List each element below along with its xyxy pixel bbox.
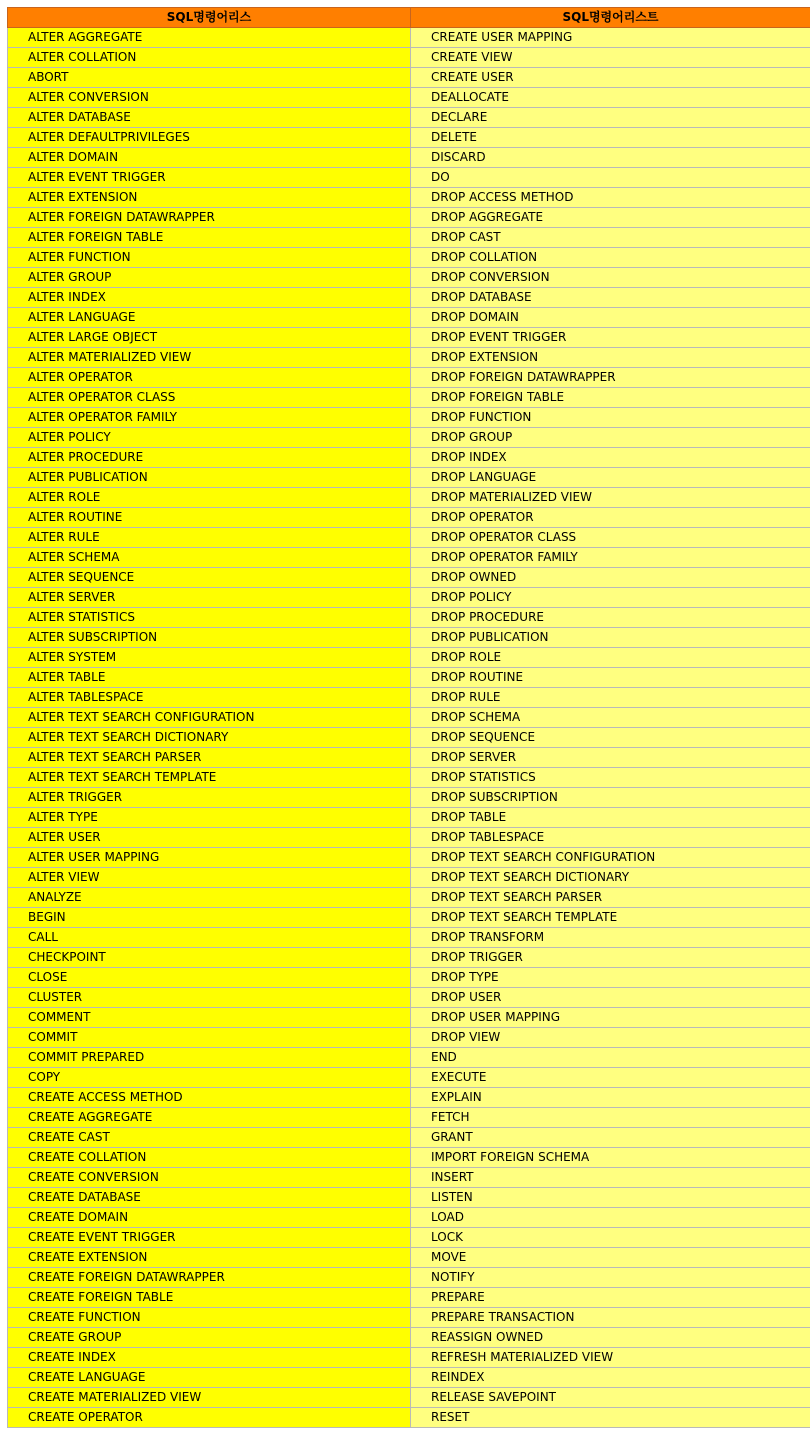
command-cell-right: MOVE <box>411 1248 810 1268</box>
table-row <box>8 1108 810 1128</box>
table-row <box>8 108 810 128</box>
command-cell-left: ALTER OPERATOR <box>8 368 411 388</box>
command-cell-left: CREATE FUNCTION <box>8 1308 411 1328</box>
command-cell-right: REINDEX <box>411 1368 810 1388</box>
column-header-left: SQL명령어리스 <box>8 8 411 28</box>
table-row <box>8 1048 810 1068</box>
command-cell-left: ALTER VIEW <box>8 868 411 888</box>
command-cell-left: ALTER PUBLICATION <box>8 468 411 488</box>
command-cell-right: LOAD <box>411 1208 810 1228</box>
table-row <box>8 948 810 968</box>
header-row <box>8 8 810 28</box>
command-cell-left: ALTER TYPE <box>8 808 411 828</box>
command-cell-right: INSERT <box>411 1168 810 1188</box>
command-cell-right: DROP SCHEMA <box>411 708 810 728</box>
command-cell-right: DROP FOREIGN TABLE <box>411 388 810 408</box>
table-row <box>8 748 810 768</box>
table-row <box>8 1128 810 1148</box>
command-cell-right: DROP ROUTINE <box>411 668 810 688</box>
table-row <box>8 448 810 468</box>
table-row <box>8 1268 810 1288</box>
table-row <box>8 228 810 248</box>
command-cell-left: ALTER GROUP <box>8 268 411 288</box>
command-cell-right: PREPARE TRANSACTION <box>411 1308 810 1328</box>
command-cell-right: DROP PROCEDURE <box>411 608 810 628</box>
command-cell-right: DROP SEQUENCE <box>411 728 810 748</box>
table-row <box>8 28 810 48</box>
table-row <box>8 1328 810 1348</box>
table-row <box>8 348 810 368</box>
command-cell-left: ALTER ROUTINE <box>8 508 411 528</box>
table-row <box>8 1148 810 1168</box>
command-cell-right: RESET <box>411 1408 810 1428</box>
table-row <box>8 128 810 148</box>
table-row <box>8 1208 810 1228</box>
table-row <box>8 1348 810 1368</box>
table-row <box>8 1308 810 1328</box>
table-row <box>8 988 810 1008</box>
command-cell-right: DROP RULE <box>411 688 810 708</box>
command-cell-left: CALL <box>8 928 411 948</box>
command-cell-left: ALTER AGGREGATE <box>8 28 411 48</box>
command-cell-right: DROP TEXT SEARCH CONFIGURATION <box>411 848 810 868</box>
command-cell-left: CREATE COLLATION <box>8 1148 411 1168</box>
command-cell-right: DROP DOMAIN <box>411 308 810 328</box>
command-cell-left: CREATE EVENT TRIGGER <box>8 1228 411 1248</box>
command-cell-left: ANALYZE <box>8 888 411 908</box>
command-cell-left: COMMIT PREPARED <box>8 1048 411 1068</box>
table-row <box>8 428 810 448</box>
table-row <box>8 1088 810 1108</box>
table-row <box>8 628 810 648</box>
table-row <box>8 208 810 228</box>
command-cell-right: DROP PUBLICATION <box>411 628 810 648</box>
command-cell-left: CREATE DOMAIN <box>8 1208 411 1228</box>
table-row <box>8 868 810 888</box>
command-cell-right: DROP OPERATOR FAMILY <box>411 548 810 568</box>
table-row <box>8 148 810 168</box>
table-row <box>8 388 810 408</box>
command-cell-left: ALTER COLLATION <box>8 48 411 68</box>
table-row <box>8 768 810 788</box>
command-cell-left: ALTER USER MAPPING <box>8 848 411 868</box>
command-cell-left: CREATE INDEX <box>8 1348 411 1368</box>
column-header-right: SQL명령어리스트 <box>411 8 810 28</box>
command-cell-left: CREATE FOREIGN TABLE <box>8 1288 411 1308</box>
command-cell-left: ALTER TEXT SEARCH DICTIONARY <box>8 728 411 748</box>
command-cell-left: ALTER TABLE <box>8 668 411 688</box>
command-cell-right: DROP OPERATOR <box>411 508 810 528</box>
command-cell-left: CREATE GROUP <box>8 1328 411 1348</box>
command-cell-left: ALTER POLICY <box>8 428 411 448</box>
table-header <box>8 8 810 28</box>
table-row <box>8 828 810 848</box>
command-cell-left: CREATE AGGREGATE <box>8 1108 411 1128</box>
command-cell-right: DROP USER <box>411 988 810 1008</box>
table-row <box>8 1408 810 1428</box>
command-cell-left: ALTER SYSTEM <box>8 648 411 668</box>
table-row <box>8 488 810 508</box>
command-cell-right: CREATE USER <box>411 68 810 88</box>
command-cell-left: ALTER EVENT TRIGGER <box>8 168 411 188</box>
command-cell-right: IMPORT FOREIGN SCHEMA <box>411 1148 810 1168</box>
command-cell-right: FETCH <box>411 1108 810 1128</box>
table-row <box>8 408 810 428</box>
table-row <box>8 848 810 868</box>
command-cell-right: DROP TABLESPACE <box>411 828 810 848</box>
command-cell-left: ALTER CONVERSION <box>8 88 411 108</box>
table-row <box>8 248 810 268</box>
command-cell-right: DROP COLLATION <box>411 248 810 268</box>
command-cell-left: COMMENT <box>8 1008 411 1028</box>
table-row <box>8 1248 810 1268</box>
table-row <box>8 1188 810 1208</box>
command-cell-left: ALTER TEXT SEARCH PARSER <box>8 748 411 768</box>
command-cell-left: ALTER STATISTICS <box>8 608 411 628</box>
command-cell-right: RELEASE SAVEPOINT <box>411 1388 810 1408</box>
command-cell-right: DROP STATISTICS <box>411 768 810 788</box>
table-row <box>8 168 810 188</box>
command-cell-left: ALTER INDEX <box>8 288 411 308</box>
table-row <box>8 308 810 328</box>
table-row <box>8 728 810 748</box>
command-cell-right: DROP USER MAPPING <box>411 1008 810 1028</box>
command-cell-right: DROP DATABASE <box>411 288 810 308</box>
command-cell-left: CREATE FOREIGN DATAWRAPPER <box>8 1268 411 1288</box>
table-row <box>8 68 810 88</box>
command-cell-left: ALTER TEXT SEARCH TEMPLATE <box>8 768 411 788</box>
sql-command-table <box>7 7 810 1428</box>
command-cell-right: DEALLOCATE <box>411 88 810 108</box>
command-cell-left: CREATE CONVERSION <box>8 1168 411 1188</box>
command-cell-left: ALTER EXTENSION <box>8 188 411 208</box>
table-row <box>8 588 810 608</box>
table-row <box>8 648 810 668</box>
table-row <box>8 48 810 68</box>
command-cell-right: DROP FUNCTION <box>411 408 810 428</box>
command-cell-left: ALTER FOREIGN DATAWRAPPER <box>8 208 411 228</box>
command-cell-left: BEGIN <box>8 908 411 928</box>
table-row <box>8 708 810 728</box>
command-cell-left: ABORT <box>8 68 411 88</box>
table-row <box>8 328 810 348</box>
table-row <box>8 528 810 548</box>
command-cell-right: DROP CAST <box>411 228 810 248</box>
command-cell-right: DELETE <box>411 128 810 148</box>
command-cell-left: COMMIT <box>8 1028 411 1048</box>
command-cell-left: CREATE DATABASE <box>8 1188 411 1208</box>
table-row <box>8 1068 810 1088</box>
table-row <box>8 888 810 908</box>
command-cell-right: DROP INDEX <box>411 448 810 468</box>
table-row <box>8 968 810 988</box>
command-cell-right: DROP TRANSFORM <box>411 928 810 948</box>
command-cell-left: ALTER MATERIALIZED VIEW <box>8 348 411 368</box>
table-row <box>8 1228 810 1248</box>
command-cell-left: ALTER TEXT SEARCH CONFIGURATION <box>8 708 411 728</box>
command-cell-left: CREATE LANGUAGE <box>8 1368 411 1388</box>
command-cell-left: ALTER OPERATOR CLASS <box>8 388 411 408</box>
table-row <box>8 908 810 928</box>
table-row <box>8 1008 810 1028</box>
table-row <box>8 88 810 108</box>
command-cell-right: DROP OWNED <box>411 568 810 588</box>
command-cell-right: DROP ROLE <box>411 648 810 668</box>
table-row <box>8 288 810 308</box>
command-cell-right: DROP TEXT SEARCH DICTIONARY <box>411 868 810 888</box>
command-cell-right: CREATE VIEW <box>411 48 810 68</box>
command-cell-right: DROP TEXT SEARCH TEMPLATE <box>411 908 810 928</box>
table-row <box>8 568 810 588</box>
table-row <box>8 608 810 628</box>
command-cell-left: CLOSE <box>8 968 411 988</box>
command-cell-right: DROP SERVER <box>411 748 810 768</box>
command-cell-right: DROP ACCESS METHOD <box>411 188 810 208</box>
command-cell-right: DROP FOREIGN DATAWRAPPER <box>411 368 810 388</box>
table-row <box>8 688 810 708</box>
command-cell-right: DROP TYPE <box>411 968 810 988</box>
command-cell-left: ALTER RULE <box>8 528 411 548</box>
command-cell-right: NOTIFY <box>411 1268 810 1288</box>
command-cell-left: ALTER LANGUAGE <box>8 308 411 328</box>
table-row <box>8 808 810 828</box>
table-row <box>8 548 810 568</box>
command-cell-left: CREATE CAST <box>8 1128 411 1148</box>
command-cell-right: END <box>411 1048 810 1068</box>
command-cell-right: EXPLAIN <box>411 1088 810 1108</box>
command-cell-left: ALTER SERVER <box>8 588 411 608</box>
command-cell-left: ALTER SEQUENCE <box>8 568 411 588</box>
command-cell-right: DISCARD <box>411 148 810 168</box>
command-cell-right: DROP AGGREGATE <box>411 208 810 228</box>
table-row <box>8 1388 810 1408</box>
command-cell-left: CREATE MATERIALIZED VIEW <box>8 1388 411 1408</box>
command-cell-right: DROP EVENT TRIGGER <box>411 328 810 348</box>
command-cell-right: DROP LANGUAGE <box>411 468 810 488</box>
command-cell-left: CREATE ACCESS METHOD <box>8 1088 411 1108</box>
table-row <box>8 268 810 288</box>
command-cell-right: DROP EXTENSION <box>411 348 810 368</box>
table-row <box>8 1028 810 1048</box>
command-cell-left: CREATE OPERATOR <box>8 1408 411 1428</box>
command-cell-left: ALTER DATABASE <box>8 108 411 128</box>
table-row <box>8 668 810 688</box>
command-cell-right: DROP POLICY <box>411 588 810 608</box>
command-cell-right: DROP TRIGGER <box>411 948 810 968</box>
table-row <box>8 1168 810 1188</box>
command-cell-left: CREATE EXTENSION <box>8 1248 411 1268</box>
command-cell-left: CHECKPOINT <box>8 948 411 968</box>
command-cell-right: DROP MATERIALIZED VIEW <box>411 488 810 508</box>
table-row <box>8 928 810 948</box>
command-cell-right: CREATE USER MAPPING <box>411 28 810 48</box>
command-cell-right: PREPARE <box>411 1288 810 1308</box>
command-cell-right: DROP GROUP <box>411 428 810 448</box>
table-row <box>8 188 810 208</box>
command-cell-right: DROP CONVERSION <box>411 268 810 288</box>
table-body <box>8 28 810 1428</box>
command-cell-right: DROP OPERATOR CLASS <box>411 528 810 548</box>
command-cell-right: DROP TEXT SEARCH PARSER <box>411 888 810 908</box>
command-cell-right: EXECUTE <box>411 1068 810 1088</box>
table-row <box>8 1288 810 1308</box>
command-cell-right: DECLARE <box>411 108 810 128</box>
command-cell-left: ALTER FOREIGN TABLE <box>8 228 411 248</box>
command-cell-left: ALTER PROCEDURE <box>8 448 411 468</box>
command-cell-right: DROP TABLE <box>411 808 810 828</box>
command-cell-left: ALTER SUBSCRIPTION <box>8 628 411 648</box>
command-cell-left: ALTER ROLE <box>8 488 411 508</box>
table-row <box>8 368 810 388</box>
command-cell-right: LISTEN <box>411 1188 810 1208</box>
table-row <box>8 508 810 528</box>
command-cell-left: ALTER OPERATOR FAMILY <box>8 408 411 428</box>
table-row <box>8 788 810 808</box>
command-cell-right: REASSIGN OWNED <box>411 1328 810 1348</box>
command-cell-left: ALTER LARGE OBJECT <box>8 328 411 348</box>
command-cell-right: LOCK <box>411 1228 810 1248</box>
command-cell-left: ALTER FUNCTION <box>8 248 411 268</box>
command-cell-left: ALTER DOMAIN <box>8 148 411 168</box>
command-cell-left: ALTER DEFAULTPRIVILEGES <box>8 128 411 148</box>
command-cell-right: DO <box>411 168 810 188</box>
table-row <box>8 1368 810 1388</box>
command-cell-left: COPY <box>8 1068 411 1088</box>
command-cell-right: DROP SUBSCRIPTION <box>411 788 810 808</box>
command-cell-left: ALTER USER <box>8 828 411 848</box>
command-cell-left: CLUSTER <box>8 988 411 1008</box>
command-cell-left: ALTER TRIGGER <box>8 788 411 808</box>
command-cell-left: ALTER TABLESPACE <box>8 688 411 708</box>
command-cell-left: ALTER SCHEMA <box>8 548 411 568</box>
command-cell-right: DROP VIEW <box>411 1028 810 1048</box>
command-cell-right: REFRESH MATERIALIZED VIEW <box>411 1348 810 1368</box>
command-cell-right: GRANT <box>411 1128 810 1148</box>
table-row <box>8 468 810 488</box>
